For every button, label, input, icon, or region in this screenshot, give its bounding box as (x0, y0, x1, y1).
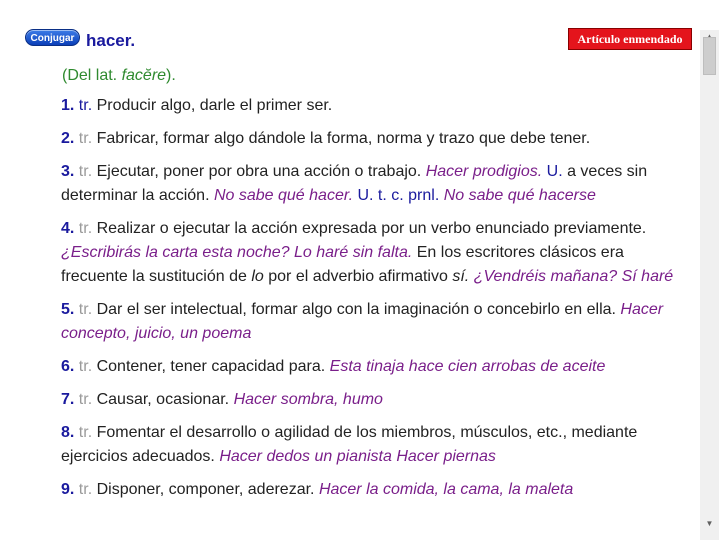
definition-text: Causar, ocasionar. (92, 391, 234, 408)
vertical-scrollbar[interactable] (700, 30, 719, 540)
grammar-abbreviation[interactable]: tr. (78, 301, 93, 318)
definition-text: Ejecutar, poner por obra una acción o trabajo. (92, 163, 426, 180)
definition-text: En los escritores clásicos era frecuente la sustitución de (61, 244, 624, 285)
definition-number: 5. (61, 301, 75, 318)
amended-article-button[interactable]: Artículo enmendado (568, 28, 692, 50)
italic-term: lo (251, 268, 264, 285)
definition-item (61, 421, 691, 469)
grammar-abbreviation[interactable]: tr. (78, 481, 93, 498)
scroll-down-arrow-icon[interactable]: ▼ (705, 519, 714, 528)
definition-number: 2. (61, 130, 75, 147)
definition-number: 4. (61, 220, 75, 237)
definition-item (61, 478, 691, 502)
conjugate-button[interactable]: Conjugar (25, 29, 80, 46)
definition-number: 6. (61, 358, 75, 375)
usage-example: ¿Escribirás la carta esta noche? Lo haré sin falta. (61, 244, 413, 261)
usage-example: Esta tinaja hace cien arrobas de aceite (329, 358, 606, 375)
definition-number: 9. (61, 481, 75, 498)
definition-item (61, 355, 691, 379)
definition-number: 1. (61, 97, 75, 114)
definition-text: Contener, tener capacidad para. (92, 358, 330, 375)
definition-text: Dar el ser intelectual, formar algo con la imaginación o concebirlo en ella. (92, 301, 621, 318)
grammar-abbreviation[interactable]: tr. (78, 358, 93, 375)
definition-item (61, 160, 691, 208)
usage-example: Hacer sombra, humo (233, 391, 383, 408)
grammar-abbreviation[interactable]: tr. (78, 220, 93, 237)
definition-list (61, 94, 691, 511)
etymology-prefix: (Del lat. (62, 67, 122, 84)
definition-number: 7. (61, 391, 75, 408)
etymology-suffix: ). (166, 67, 176, 84)
definition-item (61, 127, 691, 151)
scroll-thumb[interactable] (703, 37, 716, 75)
headword: hacer. (86, 31, 136, 50)
definition-text: a veces sin determinar la acción. (61, 163, 648, 204)
usage-example: Hacer la comida, la cama, la maleta (318, 481, 574, 498)
definition-item (61, 217, 691, 289)
definition-item (61, 94, 691, 118)
definition-text: Fomentar el desarrollo o agilidad de los miembros, músculos, etc., mediante ejercicios adecuados. (61, 424, 638, 465)
definition-item (61, 298, 691, 346)
etymology-word: facĕre (121, 67, 167, 84)
usage-example: No sabe qué hacerse (443, 187, 596, 204)
definition-item (61, 388, 691, 412)
usage-example: Hacer concepto, juicio, un poema (61, 301, 664, 342)
definition-text: Fabricar, formar algo dándole la forma, norma y trazo que debe tener. (92, 130, 591, 147)
grammar-abbreviation[interactable]: tr. (78, 130, 93, 147)
usage-example: Hacer dedos un pianista Hacer piernas (219, 448, 496, 465)
definition-text: Disponer, componer, aderezar. (92, 481, 319, 498)
definition-number: 8. (61, 424, 75, 441)
usage-example: Hacer prodigios. (425, 163, 543, 180)
grammar-abbreviation[interactable]: tr. (78, 424, 93, 441)
definition-text: por el adverbio afirmativo (263, 268, 453, 285)
definition-text: Realizar o ejecutar la acción expresada por un verbo enunciado previamente. (92, 220, 647, 237)
grammar-abbreviation[interactable]: tr. (78, 97, 93, 114)
usage-abbreviation[interactable]: U. t. c. prnl. (353, 187, 440, 204)
definition-text: Producir algo, darle el primer ser. (92, 97, 333, 114)
grammar-abbreviation[interactable]: tr. (78, 391, 93, 408)
italic-term: sí. (452, 268, 470, 285)
grammar-abbreviation[interactable]: tr. (78, 163, 93, 180)
etymology (62, 64, 176, 88)
usage-example: ¿Vendréis mañana? Sí haré (473, 268, 674, 285)
usage-example: No sabe qué hacer. (213, 187, 354, 204)
usage-abbreviation[interactable]: U. (542, 163, 563, 180)
definition-number: 3. (61, 163, 75, 180)
